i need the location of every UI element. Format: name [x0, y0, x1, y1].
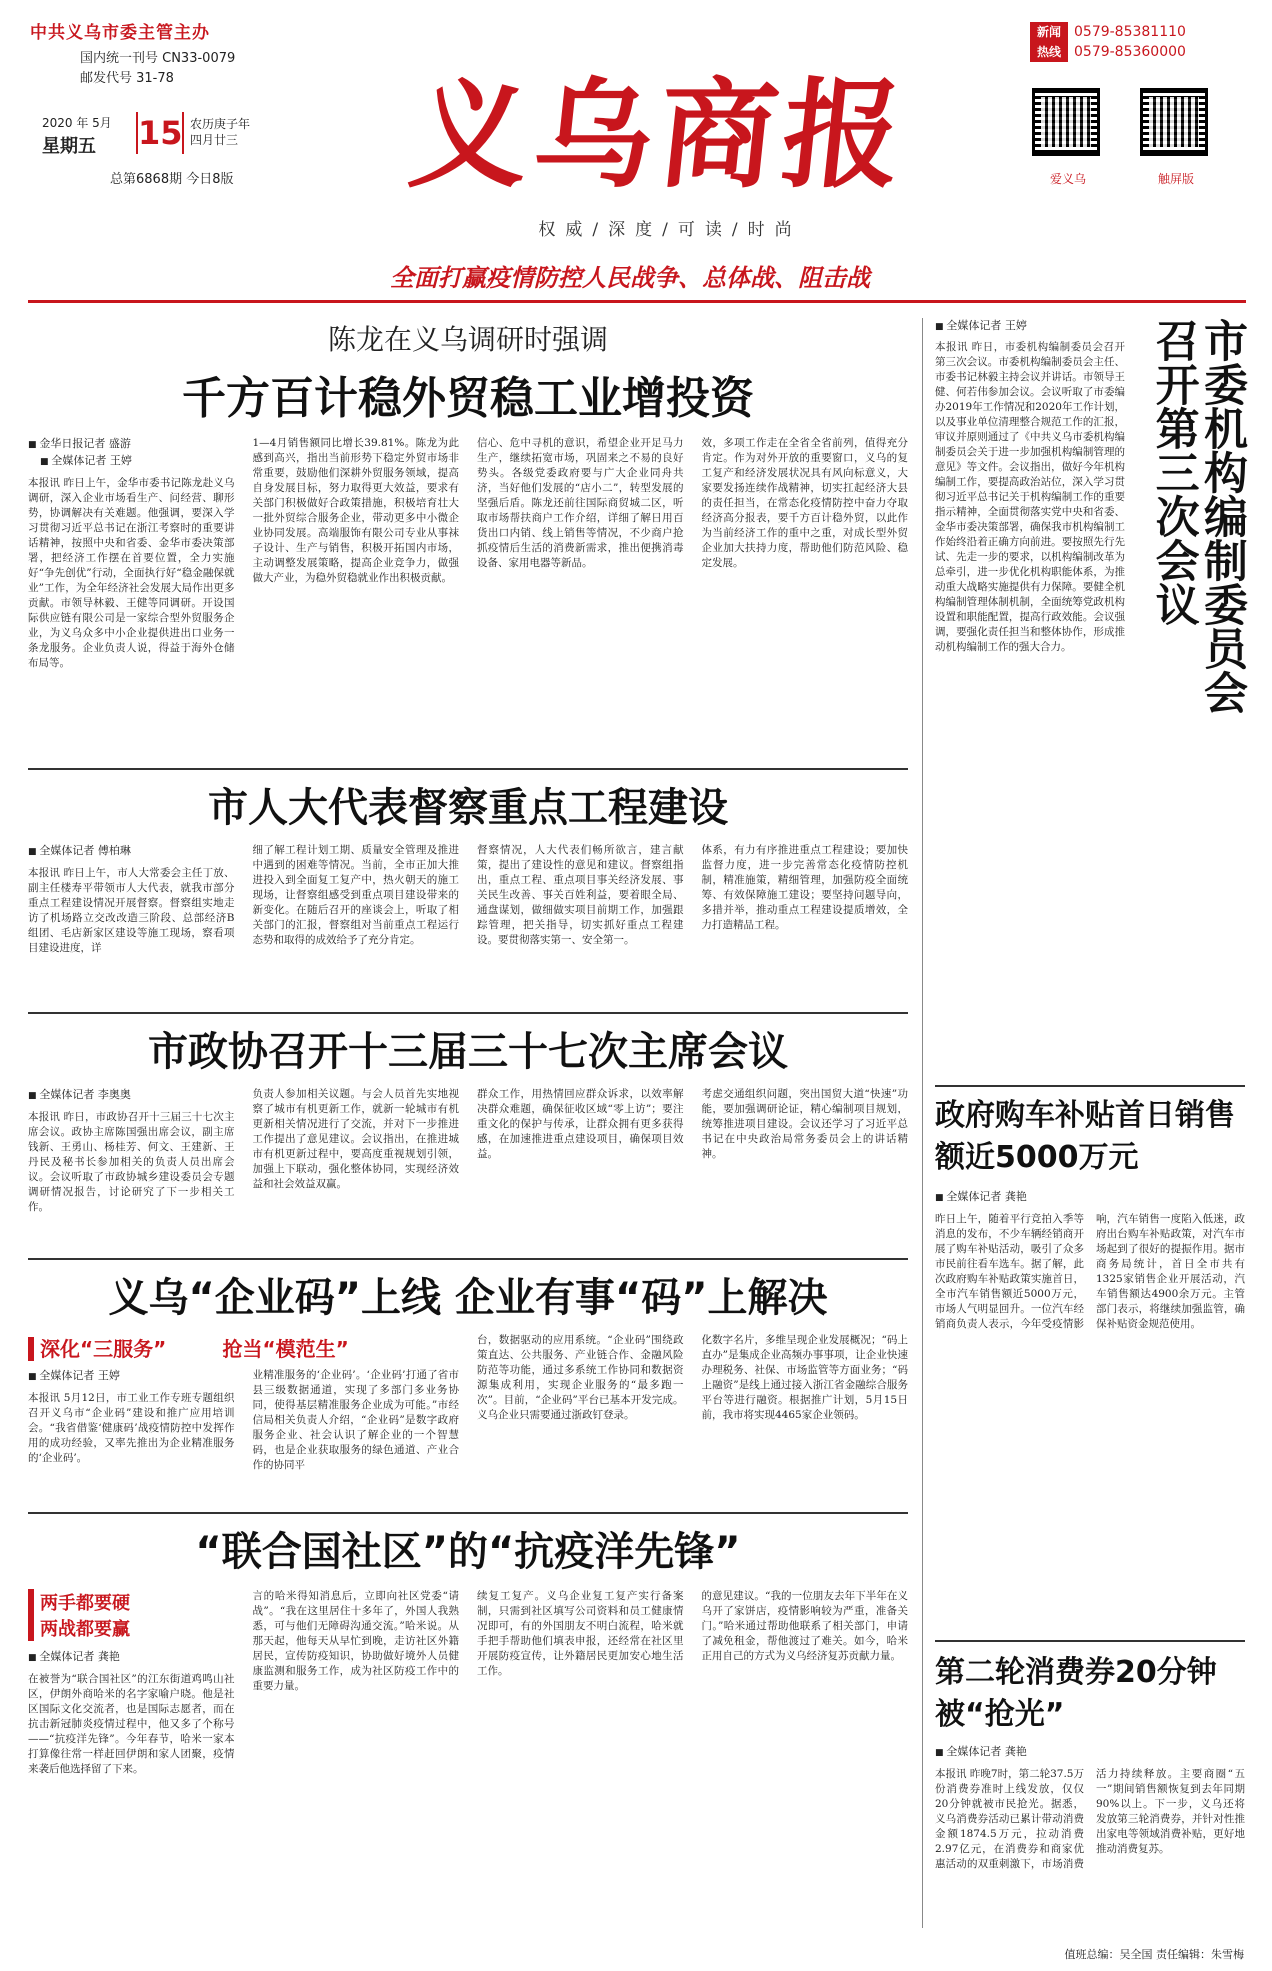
article-body: 续复工复产。义乌企业复工复产实行备案制，只需到社区填写公司资料和员工健康情况即可，有的外国朋友不明白流程，哈米就手把手帮助他们填表申报，还经常在社区里开展防疫宣传，让外籍居民更加安心地生活工作。 [477, 1590, 684, 1677]
article-body: 效，多项工作走在全省全省前列，值得充分肯定。作为对外开放的重要窗口，义乌的复工复产和经济发展状况具有风向标意义，大家要发扬连续作战精神，切实扛起经济大县的责任担当，在常态化疫情防控中奋力夺取经济高分报表，要千方百计稳外贸，以此作为当前经济工作的重中之重，对成长型外贸企业加大扶持力度，帮助他们防范风险、稳定发展。 [701, 437, 908, 569]
motto: 权威/深度/可读/时尚 [538, 220, 802, 240]
cn-number: 国内统一刊号 CN33-0079 [80, 51, 236, 66]
article-byline: ■ 金华日报记者 盛游 [28, 436, 235, 453]
masthead-info [30, 18, 250, 89]
column-divider [922, 318, 923, 1928]
article-body: 群众工作，用热情回应群众诉求，以效率解决群众难题，确保征收区域“零上访”；要注重文化的保护与传承，让群众拥有更多获得感，在加速推进重点建设项目，确保项目效益。 [477, 1088, 684, 1160]
article-un-community [28, 1520, 908, 1942]
article-title[interactable]: 市委机构编制委员会召开第三次会议 [1147, 318, 1247, 714]
date-weekday: 星期五 [42, 136, 96, 157]
article-body: 本报讯 昨晚7时，第二轮37.5万份消费券准时上线发放，仅仅20分钟就被市民抢光。据悉，义乌消费券活动已累计带动消费金额1874.5万元，拉动消费2.97亿元，在消费券和商家优惠活动的双重刺激下，市场消费活力持续释放。主要商圈“五一”期间销售额恢复到去年同期90%以上。下一步，义乌还将发放第三轮消费券，并针对性推出家电等领域消费补贴，更好地推动消费复苏。 [935, 1768, 1245, 1870]
article-title[interactable]: 义乌“企业码”上线 企业有事“码”上解决 [108, 1275, 828, 1321]
section-divider [28, 1512, 908, 1514]
subtitle-part-2: 抢当“模范生” [222, 1337, 349, 1361]
hotline-number-1: 0579-85381110 [1074, 24, 1186, 40]
lunar-line-2: 四月廿三 [190, 133, 239, 147]
qr-code-icon[interactable] [1032, 88, 1100, 156]
article-chenlong [28, 318, 908, 776]
article-title[interactable]: 市政协召开十三届三十七次主席会议 [148, 1029, 788, 1075]
article-byline: ■ 全媒体记者 傅柏琳 [28, 843, 235, 860]
article-title[interactable]: “联合国社区”的“抗疫洋先锋” [195, 1529, 741, 1575]
article-body: 督察情况，人大代表们畅所欲言，建言献策，提出了建设性的意见和建议。督察组指出，重点工程、重点项目事关经济发展、事关民生改善、事关百姓利益，要着眼全局、通盘谋划，做细做实项目前期工作，加强跟踪管理，把关指导，切实抓好重点工程建设。要贯彻落实第一、安全第一。 [477, 844, 684, 946]
article-body: 业精准服务的‘企业码’。‘企业码’打通了省市县三级数据通道，实现了多部门多业务协同，使得基层精准服务企业成为可能。”市经信局相关负责人介绍，“企业码”是数字政府服务企业、社会认识了解企业的一个智慧码，也是企业获取服务的绿色通道、产业合作的协同平 [252, 1369, 459, 1471]
article-body: 的意见建议。“我的一位朋友去年下半年在义乌开了家饼店，疫情影响较为严重，准备关门。”哈米通过帮助他联系了相关部门，申请了减免租金，帮他渡过了难关。如今，哈米正用自己的方式为义乌经济复苏贡献力量。 [701, 1590, 908, 1662]
article-body: 本报讯 5月12日，市工业工作专班专题组织召开义乌市“企业码”建设和推广应用培训会。“我省借鉴‘健康码’战疫情防控中发挥作用的成功经验，又率先推出为企业精准服务的‘企业码’。 [28, 1392, 235, 1464]
article-vouchers [935, 1652, 1245, 1937]
subtitle-part-1: 两手都要硬 [40, 1593, 130, 1614]
article-body: 信心、危中寻机的意识，希望企业开足马力生产，继续拓宽市场，巩固来之不易的良好势头。各级党委政府要与广大企业同舟共济，当好他们发展的“店小二”，转型发展的坚强后盾。陈龙还前往国际商贸城二区，听取市场帮扶商户工作介绍，详细了解日用百货出口内销、线上销售等情况，不少商户抢抓疫情后生活的消费新需求，推出便携消毒设备、家用电器等新品。 [477, 437, 684, 569]
article-body: 言的哈米得知消息后，立即向社区党委“请战”。“我在这里居住十多年了，外国人我熟悉，可与他们无障碍沟通交流。”哈米说。从那天起，他每天从早忙到晚，走访社区外籍居民，宣传防疫知识，协助做好境外人员健康监测和服务工作，成为社区防疫工作中的重要力量。 [252, 1590, 459, 1692]
qr-code-icon[interactable] [1140, 88, 1208, 156]
article-title[interactable]: 市人大代表督察重点工程建设 [208, 785, 728, 831]
lunar-line-1: 农历庚子年 [190, 117, 251, 131]
newspaper-logo: 义乌商报 [403, 65, 915, 204]
section-divider [28, 1258, 908, 1260]
article-byline: ■ 全媒体记者 龚艳 [28, 1649, 235, 1666]
article-body: 在被誉为“联合国社区”的江东街道鸡鸣山社区，伊朗外商哈米的名字家喻户晓。他是社区国际文化交流者，也是国际志愿者，而在抗击新冠肺炎疫情过程中，他又多了个称号——“抗疫洋先锋”。今年春节，哈米一家本打算像往常一样赶回伊朗和家人团聚，疫情来袭后他选择留了下来。 [28, 1673, 235, 1775]
hotline-number-2: 0579-85360000 [1074, 44, 1186, 60]
article-title[interactable]: 政府购车补贴首日销售额近5000万元 [935, 1098, 1235, 1175]
article-title[interactable]: 第二轮消费券20分钟被“抢光” [935, 1655, 1217, 1732]
subtitle-part-1: 深化“三服务” [28, 1337, 166, 1361]
subtitle-part-2: 两战都要赢 [40, 1619, 130, 1640]
article-byline: ■ 全媒体记者 王婷 [28, 453, 235, 470]
qr-caption-1: 爱义乌 [1050, 172, 1087, 186]
article-body-continued [935, 766, 1245, 1076]
section-divider [935, 1085, 1245, 1087]
article-body: 体系，有力有序推进重点工程建设；要加快监督力度，进一步完善常态化疫情防控机制，精准施策，精细管理，加强防疫全面统筹、有效保障施工建设；要坚持问题导向，多措并举，推动重点工程建设提质增效，全力打造精品工程。 [701, 844, 908, 931]
article-body: 昨日上午，随着平行竞拍入季等消息的发布，不少车辆经销商开展了购车补贴活动，吸引了众多市民前往看车选车。据了解，此次政府购车补贴政策实施首日，全市汽车销售额近5000万元，市场人气明显回升。一位汽车经销商负责人表示，今年受疫情影响，汽车销售一度陷入低迷，政府出台购车补贴政策，对汽车市场起到了很好的提振作用。据市商务局统计，首日全市共有1325家销售企业开展活动，汽车销售额达4900余万元。主管部门表示，将继续加强监管，确保补贴资金规范使用。 [935, 1213, 1245, 1330]
article-body: 本报讯 昨日上午，市人大常委会主任丁放、副主任楼寿平带领市人大代表，就我市部分重点工程建设情况开展督察。督察组实地走访了机场路立交改改造三阶段、总部经济B组团、毛店新家区建设等施工现场，察看项目建设进度，详 [28, 867, 235, 954]
article-body: 细了解工程计划工期、质量安全管理及推进中遇到的困难等情况。当前，全市正加大推进投入到全面复工复产中，热火朝天的施工现场，让督察组感受到重点项目建设带来的新变化。在随后召开的座谈会上，听取了相关部门的汇报，督察组对当前重点工程运行态势和取得的成效给予了充分肯定。 [252, 844, 459, 946]
issue-info: 总第6868期 今日8版 [110, 172, 234, 187]
article-byline: ■ 全媒体记者 李奥奥 [28, 1087, 235, 1104]
hotline-block [1030, 22, 1260, 222]
article-body: 台，数据驱动的应用系统。“企业码”围绕政策直达、公共服务、产业链合作、金融风险防范等功能，通过多系统工作协同和数据资源集成利用，实现企业服务的“最多跑一次”。目前，“企业码”平台已基本开发完成。义乌企业只需要通过浙政钉登录。 [477, 1334, 684, 1421]
slogan-banner: 全面打赢疫情防控人民战争、总体战、阻击战 [390, 264, 870, 292]
sponsor-line: 中共义乌市委主管主办 [30, 23, 210, 43]
article-staffing-committee [935, 318, 1245, 1078]
date-year-month: 2020 年 5月 [42, 116, 112, 130]
article-title[interactable]: 千方百计稳外贸稳工业增投资 [182, 373, 754, 424]
date-box [30, 112, 280, 160]
masthead-divider [28, 300, 1246, 303]
article-subtitle [28, 1333, 235, 1362]
date-lunar [190, 116, 250, 148]
section-divider [28, 768, 908, 770]
article-body: 本报讯 昨日，市委机构编制委员会召开第三次会议。市委机构编制委员会主任、市委书记林毅主持会议并讲话。市领导王健、何若伟参加会议。会议听取了市委编办2019年工作情况和2020年工作计划，以及事业单位清理整合规范工作的汇报，审议并原则通过了《中共义乌市委机构编制委员会关于进一步加强机构编制管理的意见》等文件。会议指出，做好今年机构编制工作，要提高政治站位，深入学习贯彻习近平总书记关于机构编制工作的重要指示精神，全面贯彻落实党中央和省委、金华市委决策部署，确保我市机构编制工作始终沿着正确方向前进。要按照先行先试、先走一步的要求，以机构编制改革为总牵引，进一步优化机构职能体系，为推动重大战略实施提供有力保障。要健全机构编制管理体制机制，全面统筹党政机构设置和职能配置，提高行政效能。会议强调，要强化责任担当和整体协作，形成推动机构编制工作的强大合力。 [935, 341, 1125, 653]
article-byline: ■ 全媒体记者 王婷 [935, 318, 1027, 335]
article-body: 1—4月销售额同比增长39.81%。陈龙为此感到高兴，指出当前形势下稳定外贸市场非常重要，鼓励他们深耕外贸服务领域，提高自身发展目标，努力取得更大效益，要求有关部门积极做好合政策措施，积极培育壮大一批外贸综合服务企业，带动更多中小微企业协同发展。高端服饰有限公司专业从事袜子设计、生产与销售，积极开拓国内市场，主动调整发展策略，提高企业竞争力，做强做大产业，为稳外贸稳就业作出积极贡献。 [252, 437, 459, 584]
article-body: 负责人参加相关议题。与会人员首先实地视察了城市有机更新工作，就新一轮城市有机更新相关情况进行了交流，并对下一步推进工作提出了意见建议。会议指出，在推进城市有机更新过程中，要高度重视规划引领，加强上下联动，强化整体协同，实现经济效益和社会效益双赢。 [252, 1088, 459, 1190]
hotline-label-1: 新闻 [1036, 25, 1061, 39]
article-car-subsidy [935, 1095, 1245, 1602]
article-byline: ■ 全媒体记者 龚艳 [935, 1744, 1245, 1761]
article-kicker: 陈龙在义乌调研时强调 [327, 323, 608, 356]
editor-credits: 值班总编：吴全国 责任编辑：朱雪梅 [1064, 1948, 1244, 1961]
hotline-badge [1030, 22, 1068, 62]
article-body: 考虑交通组织问题，突出国贸大道“快速”功能，要加强调研论证，精心编制项目规划，统筹推进项目建设。会议还学习了习近平总书记在中央政治局常务委员会上的讲话精神。 [701, 1088, 908, 1160]
article-byline: ■ 全媒体记者 龚艳 [935, 1189, 1245, 1206]
article-body: 本报讯 昨日上午，金华市委书记陈龙赴义乌调研，深入企业市场看生产、问经营、聊形势，协调解决有关难题。他强调，要深入学习贯彻习近平总书记在浙江考察时的重要讲话精神，按照中央和省委、金华市委决策部署，把经济工作摆在首要位置，全力实施好“争先创优”行动，全面执行好“稳金融保就业”工作，为全年经济社会发展大局作出更多贡献。市领导林毅、王健等同调研。开设国际供应链有限公司是一家综合型外贸服务企业，为义乌众多中小企业提供进出口业务一条龙服务。企业负责人说，得益于海外仓储布局等。 [28, 477, 235, 669]
qr-caption-2: 触屏版 [1158, 172, 1195, 186]
article-subtitle [28, 1589, 235, 1641]
date-day: 15 [138, 114, 183, 152]
article-byline: ■ 全媒体记者 王婷 [28, 1368, 235, 1385]
section-divider [935, 1640, 1245, 1642]
postal-code: 邮发代号 31-78 [80, 71, 174, 86]
article-cppcc [28, 1020, 908, 1260]
article-npc [28, 776, 908, 1016]
section-divider [28, 1012, 908, 1014]
article-enterprise-code [28, 1266, 908, 1518]
hotline-label-2: 热线 [1036, 45, 1061, 59]
article-body: 本报讯 昨日，市政协召开十三届三十七次主席会议。政协主席陈国强出席会议，副主席钱新、王勇山、杨桂芳、何文、王建新、王丹民及秘书长参加相关的负责人员出席会议。会议听取了市政协城乡建设委员会专题调研情况报告，讨论研究了下一步相关工作。 [28, 1111, 235, 1213]
article-body: 化数字名片，多维呈现企业发展概况；“码上直办”是集成企业高频办事事项，让企业快速办理税务、社保、市场监管等方面业务；“码上融资”是线上通过接入浙江省金融综合服务平台等进行融资。根据推广计划，5月15日前，我市将实现4465家企业领码。 [701, 1334, 908, 1421]
